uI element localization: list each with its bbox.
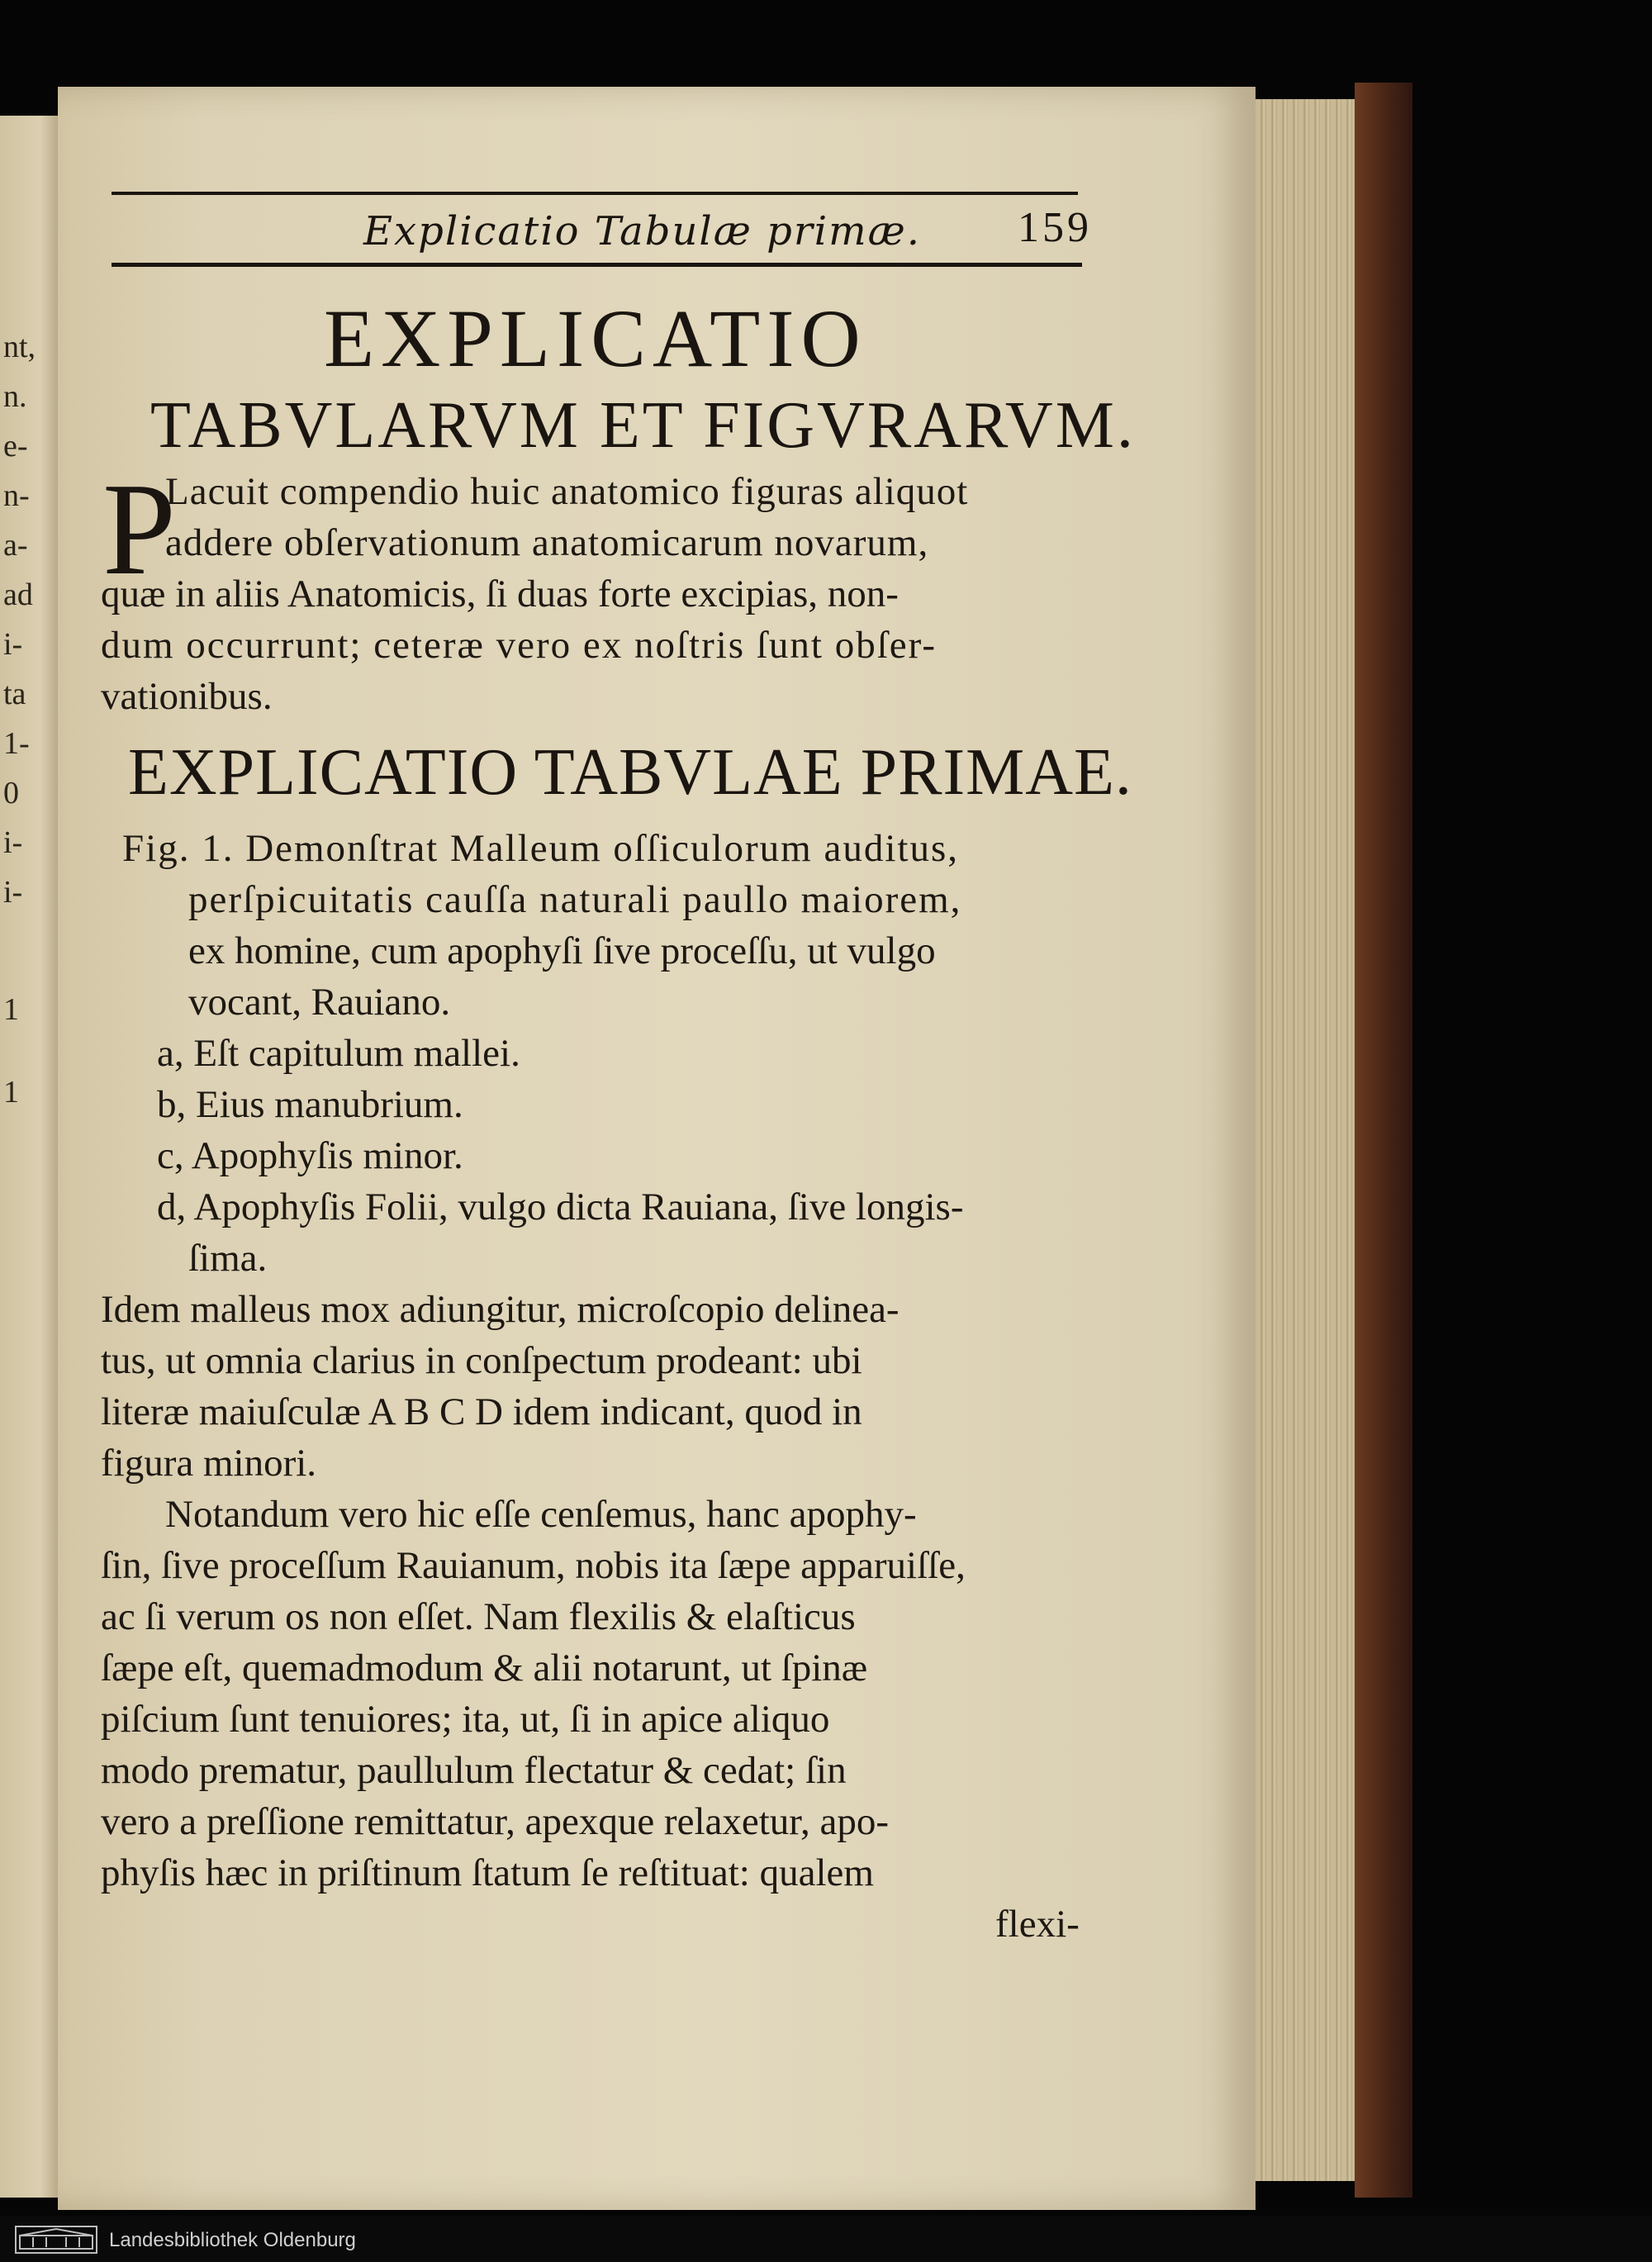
header-rule-bottom	[112, 263, 1082, 267]
legend-item: ſima.	[188, 1237, 268, 1280]
margin-fragment: n.	[3, 379, 27, 414]
intro-line: Lacuit compendio huic anatomico figuras aliquot	[165, 470, 969, 513]
main-title-line2: TABVLARVM ET FIGVRARVM.	[150, 389, 1136, 462]
para3-line: modo prematur, paullulum flectatur & cedat; ſin	[101, 1749, 847, 1792]
para3-line: ſæpe eſt, quemadmodum & alii notarunt, ut ſpinæ	[101, 1647, 868, 1689]
para3-line: vero a preſſione remittatur, apexque relaxetur, apo-	[101, 1800, 890, 1843]
margin-fragment: 0	[3, 776, 19, 810]
margin-fragment: i-	[3, 875, 23, 910]
fig1-line: Fig. 1. Demonſtrat Malleum oſſiculorum auditus,	[122, 827, 960, 870]
para2-line: tus, ut omnia clarius in conſpectum prodeant: ubi	[101, 1339, 862, 1382]
margin-fragment: i-	[3, 627, 23, 662]
margin-fragment: 1	[3, 992, 19, 1027]
library-name: Landesbibliothek Oldenburg	[109, 2229, 356, 2251]
margin-fragment: i-	[3, 825, 23, 860]
margin-fragment: 1	[3, 1075, 19, 1110]
para2-line: figura minori.	[101, 1442, 317, 1485]
legend-item: b, Eius manubrium.	[157, 1083, 463, 1126]
fig1-line: vocant, Rauiano.	[188, 981, 451, 1024]
margin-fragment: a-	[3, 528, 28, 563]
margin-fragment: ad	[3, 577, 33, 612]
main-title-line1: EXPLICATIO	[324, 292, 867, 384]
fig1-line: ex homine, cum apophyſi ſive proceſſu, ut vulgo	[188, 929, 936, 972]
intro-line: dum occurrunt; ceteræ vero ex noſtris ſunt obſer-	[101, 624, 937, 667]
catchword: flexi-	[995, 1903, 1080, 1946]
margin-fragment: 1-	[3, 726, 30, 761]
running-title: Explicatio Tabulæ primæ.	[363, 208, 922, 254]
section-title: EXPLICATIO TABVLAE PRIMAE.	[128, 736, 1132, 809]
library-logo-icon	[15, 2226, 97, 2254]
page-edges	[1256, 99, 1355, 2181]
book-cover	[1355, 83, 1412, 2198]
para2-line: literæ maiuſculæ A B C D idem indicant, quod in	[101, 1390, 862, 1433]
fig1-line: perſpicuitatis cauſſa naturali paullo maiorem,	[188, 878, 962, 921]
para3-line: Notandum vero hic eſſe cenſemus, hanc apophy-	[165, 1493, 917, 1536]
para3-line: phyſis hæc in priſtinum ſtatum ſe reſtituat: qualem	[101, 1851, 874, 1894]
legend-item: d, Apophyſis Folii, vulgo dicta Rauiana, ſive longis-	[157, 1186, 964, 1228]
margin-fragment: nt,	[3, 330, 36, 364]
para3-line: piſcium ſunt tenuiores; ita, ut, ſi in apice aliquo	[101, 1698, 830, 1741]
para3-line: ſin, ſive proceſſum Rauianum, nobis ita ſæpe apparuiſſe,	[101, 1544, 966, 1587]
header-rule-top	[112, 192, 1078, 195]
margin-fragment: n-	[3, 478, 30, 513]
margin-fragment: e-	[3, 429, 28, 463]
margin-fragment: ta	[3, 677, 26, 711]
intro-line: quæ in aliis Anatomicis, ſi duas forte excipias, non-	[101, 573, 899, 615]
legend-item: a, Eſt capitulum mallei.	[157, 1032, 520, 1075]
drop-cap: P	[102, 455, 176, 602]
legend-item: c, Apophyſis minor.	[157, 1134, 463, 1177]
intro-line: vationibus.	[101, 675, 273, 718]
para2-line: Idem malleus mox adiungitur, microſcopio delinea-	[101, 1288, 900, 1331]
intro-line: addere obſervationum anatomicarum novarum,	[165, 521, 929, 564]
page-number: 159	[1018, 204, 1092, 251]
para3-line: ac ſi verum os non eſſet. Nam flexilis & elaſticus	[101, 1595, 856, 1638]
facing-page-edge	[0, 116, 58, 2198]
